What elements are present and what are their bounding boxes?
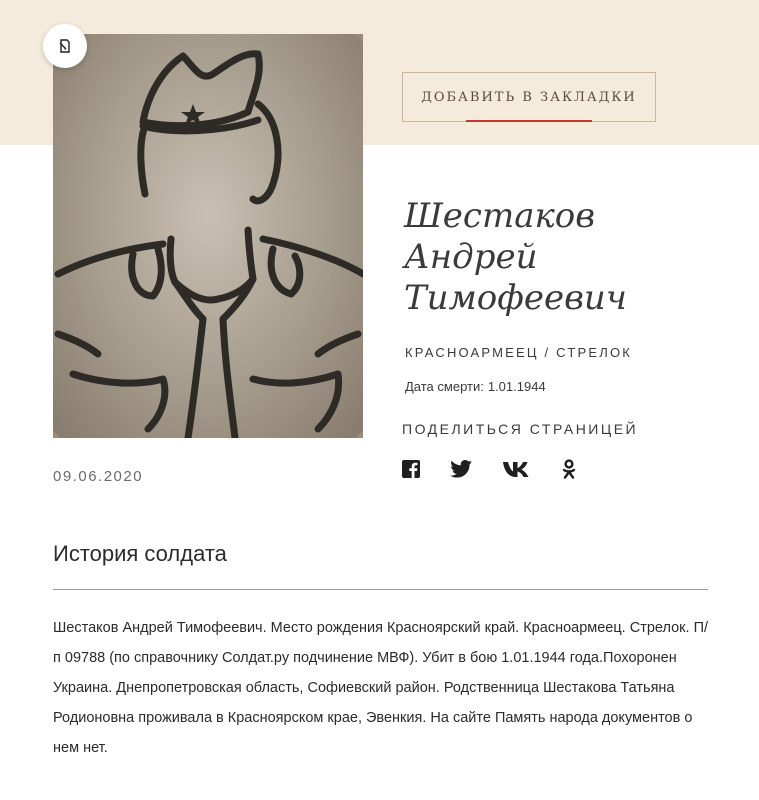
soldier-name — [404, 196, 724, 319]
published-date: 09.06.2020 — [53, 468, 144, 485]
soldier-silhouette-icon — [53, 34, 363, 438]
soldier-patronymic: Тимофеевич — [404, 278, 627, 318]
twitter-icon — [450, 460, 472, 478]
odnoklassniki-icon — [562, 459, 576, 479]
share-facebook-button[interactable] — [402, 460, 420, 478]
soldier-photo — [53, 34, 363, 438]
edit-document-icon — [57, 38, 73, 54]
share-icons — [402, 458, 606, 480]
share-odnoklassniki-button[interactable] — [562, 459, 576, 479]
soldier-surname: Шестаков — [404, 196, 596, 236]
edit-button[interactable] — [43, 24, 87, 68]
share-vk-button[interactable] — [502, 460, 532, 478]
bookmark-accent-underline — [466, 120, 592, 122]
story-text: Шестаков Андрей Тимофеевич. Место рождения Красноярский край. Красноармеец. Стрелок. П/п 09788 (по справочнику Солдат.ру подчинение МВФ). Убит в бою 1.01.1944 года.Похоронен Украина. Днепропетровская область, Софиевский район. Родственница Шестакова Татьяна Родионовна проживала в Красноярском крае, Эвенкия. На сайте Память народа документов о нем нет. — [53, 620, 709, 756]
share-title: ПОДЕЛИТЬСЯ СТРАНИЦЕЙ — [402, 421, 639, 437]
story-divider — [53, 589, 708, 590]
share-twitter-button[interactable] — [450, 460, 472, 478]
add-bookmark-button[interactable]: ДОБАВИТЬ В ЗАКЛАДКИ — [402, 72, 656, 122]
death-date-value: 1.01.1944 — [487, 379, 546, 394]
facebook-icon — [402, 460, 420, 478]
death-date — [405, 379, 546, 394]
vk-icon — [502, 460, 532, 478]
soldier-rank: КРАСНОАРМЕЕЦ / СТРЕЛОК — [405, 345, 633, 360]
soldier-first-name: Андрей — [404, 237, 538, 277]
story-title: История солдата — [53, 541, 227, 566]
death-date-label: Дата смерти: — [405, 379, 484, 394]
